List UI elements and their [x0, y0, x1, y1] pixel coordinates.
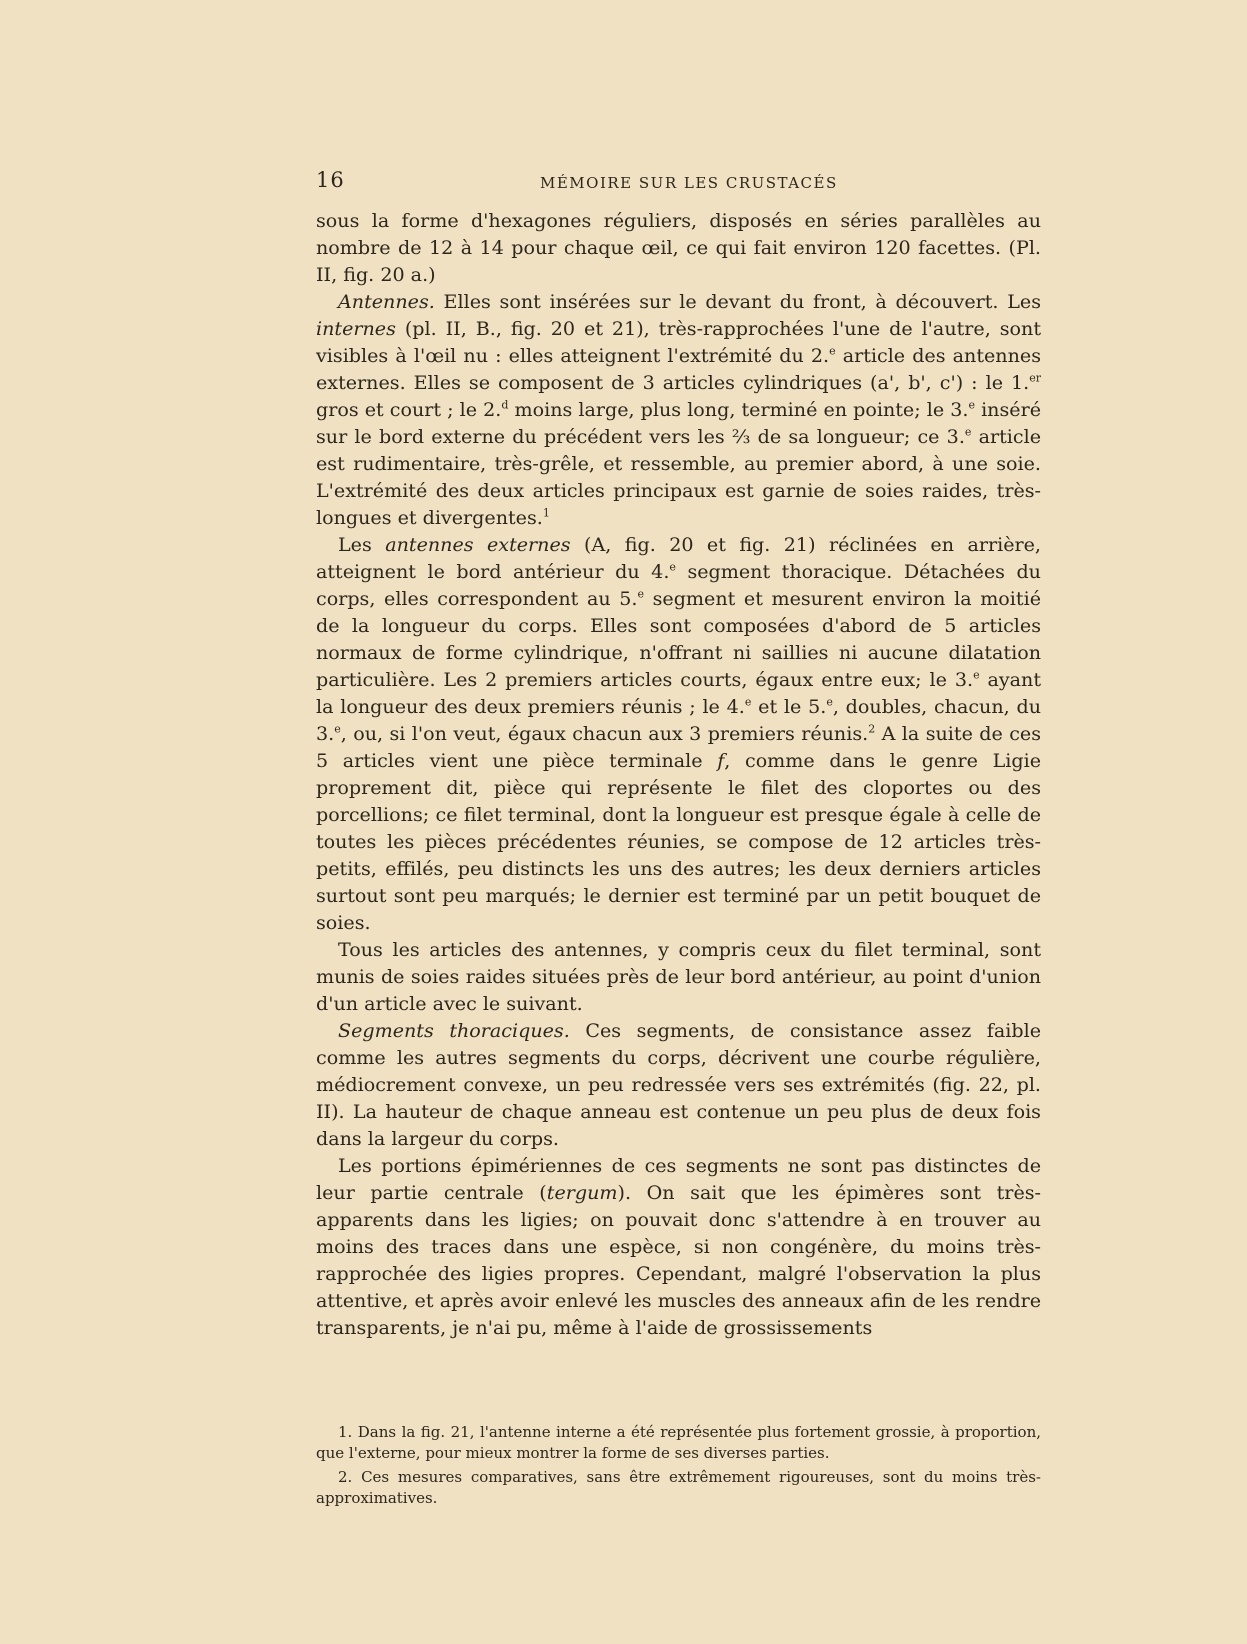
footnote-2: 2. Ces mesures comparatives, sans être extrêmement rigoureuses, sont du moins très-approximatives.	[316, 1468, 1041, 1507]
page-number: 16	[316, 168, 345, 192]
ordinal-superscript: d	[501, 398, 509, 412]
text-run: , ou, si l'on veut, égaux chacun aux 3 premiers réunis.	[340, 722, 869, 745]
text-run: segment thoracique. Détachées du corps, elles correspondent au 5.	[316, 560, 1041, 610]
text-run: segment et mesurent environ la moitié de la longueur du corps. Elles sont composées d'abord de 5 articles normaux de forme cylindrique, n'offrant ni saillies ni aucune dilatation particulière. Les 2 premiers articles courts, égaux entre eux; le 3.	[316, 587, 1041, 691]
ordinal-superscript: e	[637, 587, 644, 601]
paragraph-epimeres	[316, 1152, 1041, 1341]
footnote-ref-1: 1	[542, 506, 550, 520]
paragraph-antennes	[316, 288, 1041, 531]
term-internes: internes	[316, 317, 396, 340]
text-run: , doubles, chacun, du 3.	[316, 695, 1041, 745]
paragraph-eyes: sous la forme d'hexagones réguliers, disposés en séries parallèles au nombre de 12 à 14 pour chaque œil, ce qui fait environ 120 facettes. (Pl. II, fig. 20 a.)	[316, 209, 1041, 286]
text-run: inséré sur le bord externe du précédent vers les ⅔ de sa longueur; ce 3.	[316, 398, 1041, 448]
ordinal-superscript: e	[669, 560, 676, 574]
term-antennes-externes: antennes externes	[385, 533, 571, 556]
ordinal-superscript: e	[744, 695, 752, 709]
text-run: (A, fig. 20 et fig. 21) réclinées en arrière, atteignent le bord antérieur du 4.	[316, 533, 1041, 583]
text-run: article est rudimentaire, très-grêle, et ressemble, au premier abord, à une soie. L'extrémité des deux articles principaux est garnie de soies raides, très-longues et divergentes.	[316, 425, 1041, 529]
paragraph-segments	[316, 1017, 1041, 1152]
paragraph-antennes-externes	[316, 531, 1041, 936]
footnote-1: 1. Dans la fig. 21, l'antenne interne a été représentée plus fortement grossie, à proportion, que l'externe, pour mieux montrer la forme de ses diverses parties.	[316, 1423, 1041, 1462]
ordinal-superscript: e	[829, 344, 836, 358]
term-tergum: tergum	[546, 1181, 618, 1204]
text-run: (pl. II, B., fig. 20 et 21), très-rapprochées l'une de l'autre, sont visibles à l'œil nu : elles atteignent l'extrémité du 2.	[316, 317, 1041, 367]
footnotes	[316, 1422, 1041, 1512]
ordinal-superscript: e	[334, 722, 341, 736]
text-run: ayant la longueur des deux premiers réunis ; le 4.	[316, 668, 1042, 718]
text-run: gros et court ; le 2.	[316, 398, 502, 421]
ordinal-superscript: e	[826, 695, 833, 709]
text-run: et le 5.	[751, 695, 827, 718]
footnote-ref-2: 2	[868, 722, 876, 736]
section-label-segments: Segments thoraciques.	[338, 1019, 570, 1042]
text-run: , comme dans le genre Ligie proprement dit, pièce qui représente le filet des cloportes ou des porcellions; ce filet terminal, dont la longueur est presque égale à celle de toutes les pièces précédentes réunies, se compose de 12 articles très-petits, effilés, peu distincts les uns des autres; les deux derniers articles surtout sont peu marqués; le dernier est terminé par un petit bouquet de soies.	[316, 749, 1041, 934]
paragraph-soies: Tous les articles des antennes, y compris ceux du filet terminal, sont munis de soies raides situées près de leur bord antérieur, au point d'union d'un article avec le suivant.	[316, 938, 1041, 1015]
text-run: article des antennes externes. Elles se composent de 3 articles cylindriques (a', b', c') : le 1.	[316, 344, 1041, 394]
text-run: moins large, plus long, terminé en pointe; le 3.	[508, 398, 969, 421]
ordinal-superscript: er	[1029, 371, 1041, 385]
text-run: Ces segments, de consistance assez faible comme les autres segments du corps, décrivent une courbe régulière, médiocrement convexe, un peu redressée vers ses extrémités (fig. 22, pl. II). La hauteur de chaque anneau est contenue un peu plus de deux fois dans la largeur du corps.	[316, 1019, 1041, 1150]
ordinal-superscript: e	[964, 425, 972, 439]
section-label-antennes: Antennes.	[338, 290, 435, 313]
text-run: A la suite de ces 5 articles vient une pièce terminale	[316, 722, 1041, 772]
text-run: Les portions épimériennes de ces segments ne sont pas distinctes de leur partie centrale (	[316, 1154, 1041, 1204]
text-run: Elles sont insérées sur le devant du front, à découvert. Les	[434, 290, 1041, 313]
text-run: Les	[338, 533, 386, 556]
running-head: MÉMOIRE SUR LES CRUSTACÉS	[540, 174, 838, 192]
ordinal-superscript: e	[973, 668, 980, 682]
text-run: ). On sait que les épimères sont très-apparents dans les ligies; on pouvait donc s'attendre à en trouver au moins des traces dans une espèce, si non congénère, du moins très-rapprochée des ligies propres. Cependant, malgré l'observation la plus attentive, et après avoir enlevé les muscles des anneaux afin de les rendre transparents, je n'ai pu, même à l'aide de grossissements	[316, 1181, 1041, 1339]
ordinal-superscript: e	[968, 398, 975, 412]
body-text	[316, 207, 1041, 1341]
figure-letter-f: f	[717, 749, 725, 772]
